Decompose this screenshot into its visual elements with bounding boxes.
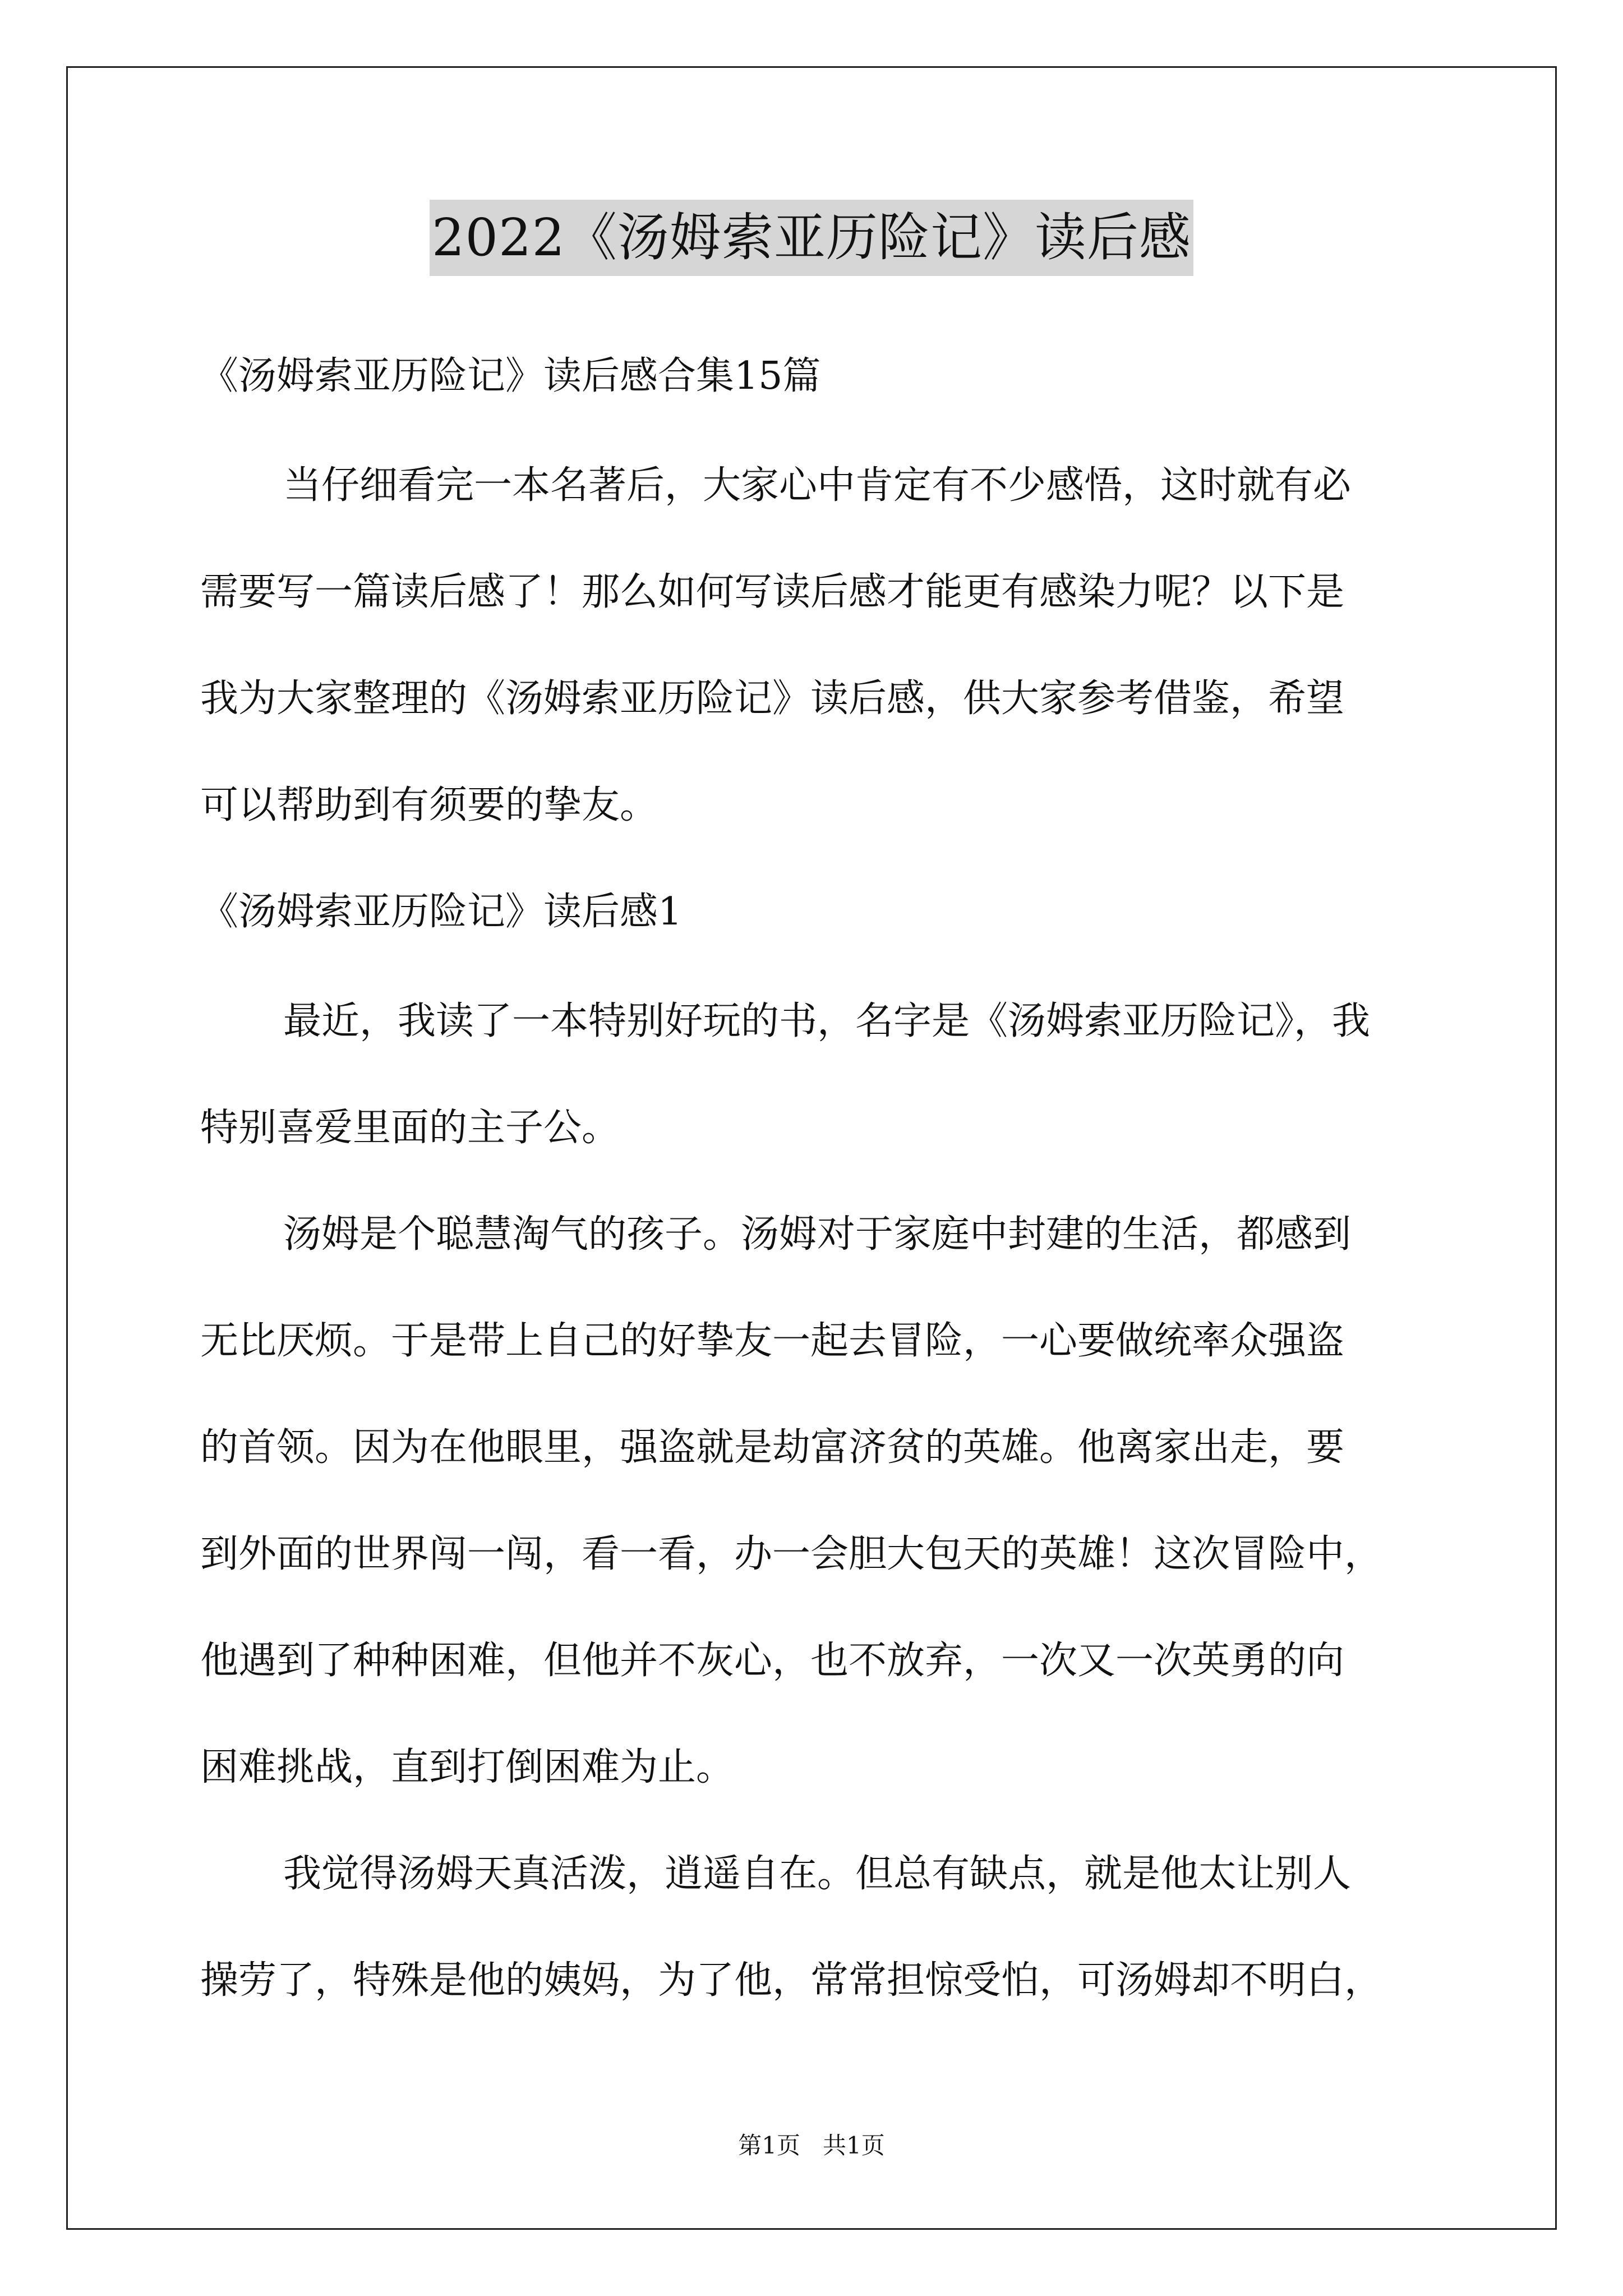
paragraph-line: 困难挑战，直到打倒困难为止。 <box>200 1745 735 1789</box>
paragraph-line: 需要写一篇读后感了！那么如何写读后感才能更有感染力呢？以下是 <box>200 570 1345 614</box>
paragraph-line: 最近，我读了一本特别好玩的书，名字是《汤姆索亚历险记》，我 <box>283 999 1371 1043</box>
paragraph-line: 可以帮助到有须要的挚友。 <box>200 783 658 827</box>
paragraph-line: 的首领。因为在他眼里，强盗就是劫富济贫的英雄。他离家出走，要 <box>200 1425 1345 1470</box>
paragraph-line: 特别喜爱里面的主子公。 <box>200 1106 620 1150</box>
page-footer: 第1页 共1页 <box>738 2132 885 2159</box>
paragraph-line: 他遇到了种种困难，但他并不灰心，也不放弃，一次又一次英勇的向 <box>200 1639 1345 1683</box>
section-heading: 《汤姆索亚历险记》读后感1 <box>200 890 683 934</box>
title-container <box>0 200 1623 276</box>
paragraph-line: 我觉得汤姆天真活泼，逍遥自在。但总有缺点，就是他太让别人 <box>283 1852 1352 1896</box>
paragraph-line: 汤姆是个聪慧淘气的孩子。汤姆对于家庭中封建的生活，都感到 <box>283 1212 1352 1257</box>
paragraph-line: 当仔细看完一本名著后，大家心中肯定有不少感悟，这时就有必 <box>283 463 1352 508</box>
paragraph-line: 到外面的世界闯一闯，看一看，办一会胆大包天的英雄！这次冒险中， <box>200 1532 1383 1576</box>
paragraph-line: 操劳了，特殊是他的姨妈，为了他，常常担惊受怕，可汤姆却不明白， <box>200 1958 1383 2003</box>
subtitle-line: 《汤姆索亚历险记》读后感合集15篇 <box>200 354 821 398</box>
paragraph-line: 无比厌烦。于是带上自己的好挚友一起去冒险，一心要做统率众强盗 <box>200 1319 1345 1363</box>
paragraph-line: 我为大家整理的《汤姆索亚历险记》读后感，供大家参考借鉴，希望 <box>200 677 1345 721</box>
document-title: 2022《汤姆索亚历险记》读后感 <box>430 200 1193 276</box>
